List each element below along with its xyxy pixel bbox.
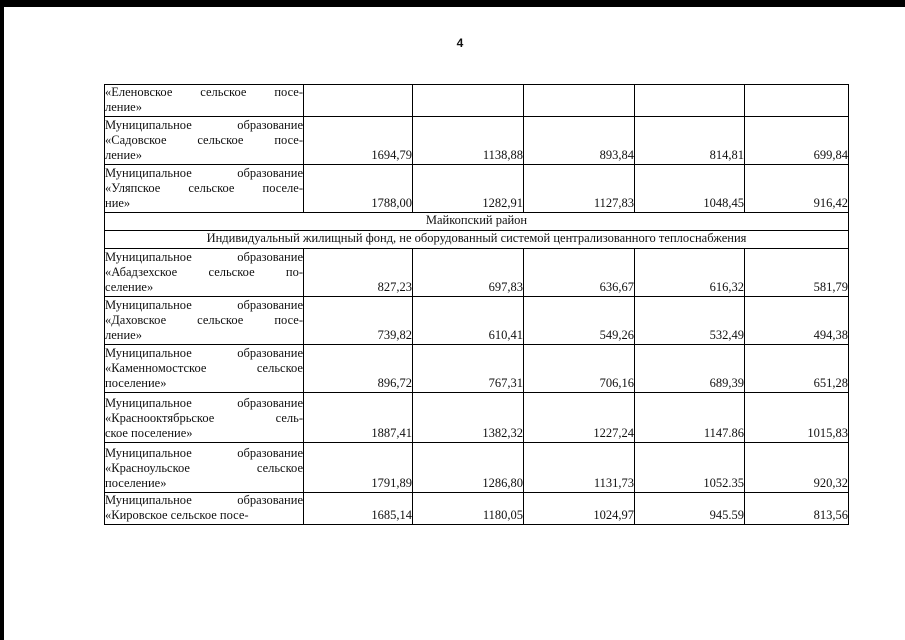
municipality-name-line: Муниципальное образование bbox=[105, 493, 303, 507]
municipality-name-line: селение» bbox=[105, 280, 154, 295]
table-row bbox=[105, 296, 849, 344]
value-cell: 1024,97 bbox=[524, 492, 635, 524]
table-body bbox=[105, 85, 849, 525]
value-cell: 1131,73 bbox=[524, 442, 635, 492]
municipality-name-line: Муниципальное образование bbox=[105, 165, 303, 180]
value-cell: 893,84 bbox=[524, 116, 635, 164]
municipality-name-line: поселение» bbox=[105, 376, 167, 391]
value-cell: 1048,45 bbox=[635, 164, 745, 212]
value-cell: 1382,32 bbox=[413, 392, 524, 442]
municipality-name-line: Муниципальное образование bbox=[105, 297, 303, 312]
municipality-name-line: «Каменномостское сельское bbox=[105, 361, 303, 375]
municipality-name-line: «Краснооктябрьское сель- bbox=[105, 411, 303, 425]
value-cell: 636,67 bbox=[524, 248, 635, 296]
value-cell: 1887,41 bbox=[304, 392, 413, 442]
table-row bbox=[105, 344, 849, 392]
value-cell: 1147.86 bbox=[635, 392, 745, 442]
municipality-name-cell bbox=[105, 164, 304, 212]
scan-top-border bbox=[0, 0, 905, 7]
value-cell: 945.59 bbox=[635, 492, 745, 524]
value-cell: 1788,00 bbox=[304, 164, 413, 212]
value-cell: 651,28 bbox=[745, 344, 849, 392]
section-header-row bbox=[105, 212, 849, 230]
municipality-name-cell bbox=[105, 116, 304, 164]
municipality-name-cell bbox=[105, 296, 304, 344]
value-cell bbox=[524, 85, 635, 117]
section-header-row bbox=[105, 230, 849, 248]
value-cell: 549,26 bbox=[524, 296, 635, 344]
municipality-name-line: «Еленовское сельское посе- bbox=[105, 85, 303, 99]
value-cell: 916,42 bbox=[745, 164, 849, 212]
municipality-name-line: ление» bbox=[105, 100, 142, 115]
municipality-name-line: ское поселение» bbox=[105, 426, 193, 441]
table-row bbox=[105, 85, 849, 117]
page-number: 4 bbox=[456, 36, 464, 50]
value-cell: 1180,05 bbox=[413, 492, 524, 524]
section-header: Майкопский район bbox=[105, 212, 849, 230]
value-cell: 814,81 bbox=[635, 116, 745, 164]
value-cell: 1227,24 bbox=[524, 392, 635, 442]
municipality-name-line: «Красноульское сельское bbox=[105, 461, 303, 475]
value-cell: 1138,88 bbox=[413, 116, 524, 164]
municipality-name-line: Муниципальное образование bbox=[105, 395, 303, 410]
municipality-name-line: Муниципальное образование bbox=[105, 117, 303, 132]
value-cell: 706,16 bbox=[524, 344, 635, 392]
municipality-name-line: ние» bbox=[105, 196, 131, 211]
value-cell: 896,72 bbox=[304, 344, 413, 392]
municipality-name-line: «Даховское сельское посе- bbox=[105, 313, 303, 327]
municipality-name-cell bbox=[105, 392, 304, 442]
municipality-name-line: «Кировское сельское посе- bbox=[105, 508, 249, 523]
municipality-name-line: Муниципальное образование bbox=[105, 445, 303, 460]
section-header: Индивидуальный жилищный фонд, не оборудованный системой централизованного теплоснабжения bbox=[105, 230, 849, 248]
municipality-name-line: «Садовское сельское посе- bbox=[105, 133, 303, 147]
municipality-name-line: поселение» bbox=[105, 476, 167, 491]
value-cell: 581,79 bbox=[745, 248, 849, 296]
municipality-name-line: «Абадзехское сельское по- bbox=[105, 265, 303, 279]
table-row bbox=[105, 442, 849, 492]
value-cell: 813,56 bbox=[745, 492, 849, 524]
table-row bbox=[105, 492, 849, 524]
value-cell: 1791,89 bbox=[304, 442, 413, 492]
value-cell: 610,41 bbox=[413, 296, 524, 344]
value-cell: 1286,80 bbox=[413, 442, 524, 492]
municipality-name-line: ление» bbox=[105, 148, 142, 163]
municipality-name-cell bbox=[105, 492, 304, 524]
value-cell: 699,84 bbox=[745, 116, 849, 164]
value-cell: 616,32 bbox=[635, 248, 745, 296]
value-cell: 1694,79 bbox=[304, 116, 413, 164]
value-cell: 532,49 bbox=[635, 296, 745, 344]
value-cell bbox=[745, 85, 849, 117]
municipality-name-line: Муниципальное образование bbox=[105, 345, 303, 360]
municipality-name-line: ление» bbox=[105, 328, 142, 343]
value-cell: 1052.35 bbox=[635, 442, 745, 492]
value-cell: 697,83 bbox=[413, 248, 524, 296]
table-row bbox=[105, 248, 849, 296]
municipality-name-cell bbox=[105, 344, 304, 392]
municipality-name-line: Муниципальное образование bbox=[105, 249, 303, 264]
value-cell bbox=[635, 85, 745, 117]
municipality-name-cell bbox=[105, 442, 304, 492]
municipality-name-line: «Уляпское сельское поселе- bbox=[105, 181, 303, 195]
value-cell: 689,39 bbox=[635, 344, 745, 392]
value-cell: 1015,83 bbox=[745, 392, 849, 442]
tariff-table bbox=[104, 84, 849, 525]
value-cell: 920,32 bbox=[745, 442, 849, 492]
value-cell: 1282,91 bbox=[413, 164, 524, 212]
scan-left-border bbox=[0, 0, 4, 640]
table-row bbox=[105, 116, 849, 164]
value-cell: 1127,83 bbox=[524, 164, 635, 212]
value-cell: 827,23 bbox=[304, 248, 413, 296]
municipality-name-cell bbox=[105, 85, 304, 117]
value-cell: 739,82 bbox=[304, 296, 413, 344]
value-cell: 1685,14 bbox=[304, 492, 413, 524]
value-cell: 767,31 bbox=[413, 344, 524, 392]
table-row bbox=[105, 164, 849, 212]
municipality-name-cell bbox=[105, 248, 304, 296]
value-cell bbox=[304, 85, 413, 117]
table-row bbox=[105, 392, 849, 442]
value-cell: 494,38 bbox=[745, 296, 849, 344]
value-cell bbox=[413, 85, 524, 117]
